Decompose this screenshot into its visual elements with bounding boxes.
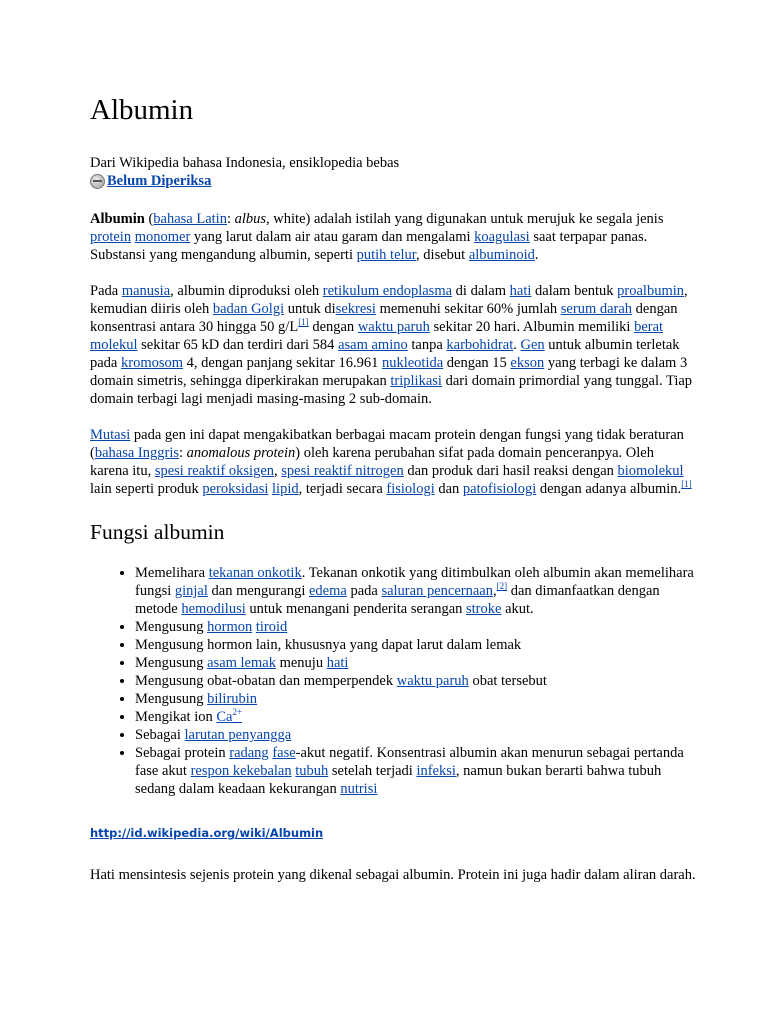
source-url-link[interactable]: http://id.wikipedia.org/wiki/Albumin bbox=[90, 826, 324, 840]
link-tiroid[interactable]: tiroid bbox=[255, 619, 288, 635]
link-albuminoid[interactable]: albuminoid bbox=[468, 247, 535, 263]
review-status-icon bbox=[90, 174, 105, 189]
link-proalbumin[interactable]: proalbumin bbox=[617, 283, 685, 299]
link-sekresi[interactable]: sekresi bbox=[335, 301, 376, 317]
link-stroke[interactable]: stroke bbox=[466, 601, 502, 617]
link-waktu-paruh[interactable]: waktu paruh bbox=[357, 319, 430, 335]
link-hormon[interactable]: hormon bbox=[207, 619, 253, 635]
function-list bbox=[90, 564, 696, 798]
link-calcium[interactable]: $Ca^{2+}$ bbox=[216, 707, 243, 725]
link-edema[interactable]: edema bbox=[308, 583, 347, 599]
reference-link-1b[interactable]: [1] bbox=[681, 479, 692, 490]
reference-link-1[interactable]: [1] bbox=[298, 317, 309, 328]
link-asam-lemak[interactable]: asam lemak bbox=[207, 655, 276, 671]
link-ekson[interactable]: ekson bbox=[510, 355, 545, 371]
link-nukleotida[interactable]: nukleotida bbox=[381, 355, 444, 371]
page-subtitle: Dari Wikipedia bahasa Indonesia, ensiklopedia bebas bbox=[90, 155, 400, 171]
production-paragraph: Pada manusia, albumin diproduksi oleh retikulum endoplasma di dalam hati dalam bentuk proalbumin, kemudian diiris oleh badan Golgi untuk disekresi memenuhi sekitar 60% jumlah serum darah dengan konsentrasi antara 30 hingga 50 g/L[1] dengan waktu paruh sekitar 20 hari. Albumin memiliki berat molekul sekitar 65 kD dan terdiri dari 584 asam amino tanpa karbohidrat. Gen untuk albumin terletak pada kromosom 4, dengan panjang sekitar 16.961 nukleotida dengan 15 ekson yang terbagi ke dalam 3 domain simetris, sehingga diperkirakan merupakan triplikasi dari domain primordial yang tunggal. Tiap domain terbagi lagi menjadi masing-masing 2 sub-domain. bbox=[90, 283, 693, 407]
link-tekanan-onkotik[interactable]: tekanan onkotik bbox=[208, 565, 302, 581]
link-serum-darah[interactable]: serum darah bbox=[560, 301, 633, 317]
link-nutrisi[interactable]: nutrisi bbox=[340, 781, 378, 797]
link-fisiologi[interactable]: fisiologi bbox=[386, 481, 435, 497]
list-item: • Sebagai larutan penyangga bbox=[135, 726, 696, 744]
link-gen[interactable]: Gen bbox=[520, 337, 545, 353]
list-item: • Memelihara tekanan onkotik. Tekanan onkotik yang ditimbulkan oleh albumin akan memelihara fungsi ginjal dan mengurangi edema pada saluran pencernaan,[2] dan dimanfaatkan dengan metode hemodilusi untuk menangani penderita serangan stroke akut. bbox=[135, 564, 696, 618]
link-retikulum-endoplasma[interactable]: retikulum endoplasma bbox=[322, 283, 453, 299]
review-status-link[interactable]: Belum Diperiksa bbox=[107, 173, 212, 189]
page-title: Albumin bbox=[90, 94, 194, 126]
link-waktu-paruh-2[interactable]: waktu paruh bbox=[396, 673, 469, 689]
list-item: • Mengikat ion $Ca^{2+}$ bbox=[135, 708, 696, 726]
link-bahasa-inggris[interactable]: bahasa Inggris bbox=[94, 445, 179, 461]
link-lipid[interactable]: lipid bbox=[272, 481, 299, 497]
link-hemodilusi[interactable]: hemodilusi bbox=[181, 601, 246, 617]
link-triplikasi[interactable]: triplikasi bbox=[390, 373, 442, 389]
mutation-paragraph: Mutasi pada gen ini dapat mengakibatkan berbagai macam protein dengan fungsi yang tidak beraturan (bahasa Inggris: anomalous protein) oleh karena perubahan sifat pada domain penceranpya. Oleh karena itu, spesi reaktif oksigen, spesi reaktif nitrogen dan produk dari hasil reaksi dengan biomolekul lain seperti produk peroksidasi lipid, terjadi secara fisiologi dan patofisiologi dengan adanya albumin.[1] bbox=[90, 427, 692, 497]
term-albumin: Albumin bbox=[90, 211, 145, 227]
link-spesi-reaktif-nitrogen[interactable]: spesi reaktif nitrogen bbox=[281, 463, 404, 479]
link-koagulasi[interactable]: koagulasi bbox=[474, 229, 530, 245]
link-ginjal[interactable]: ginjal bbox=[174, 583, 208, 599]
reference-link-2[interactable]: [2] bbox=[496, 581, 508, 592]
link-protein[interactable]: protein bbox=[90, 229, 132, 245]
link-peroksidasi[interactable]: peroksidasi bbox=[202, 481, 269, 497]
closing-paragraph: Hati mensintesis sejenis protein yang dikenal sebagai albumin. Protein ini juga hadir dalam aliran darah. bbox=[90, 867, 696, 883]
list-item: • Mengusung asam lemak menuju hati bbox=[135, 654, 696, 672]
link-larutan-penyangga[interactable]: larutan penyangga bbox=[184, 727, 292, 743]
link-hati[interactable]: hati bbox=[509, 283, 532, 299]
list-item: • Mengusung obat-obatan dan memperpendek waktu paruh obat tersebut bbox=[135, 672, 696, 690]
link-mutasi[interactable]: Mutasi bbox=[90, 427, 131, 443]
intro-paragraph: Albumin (bahasa Latin: albus, white) adalah istilah yang digunakan untuk merujuk ke segala jenis protein monomer yang larut dalam air atau garam dan mengalami koagulasi saat terpapar panas. Substansi yang mengandung albumin, seperti putih telur, disebut albuminoid. bbox=[90, 211, 664, 263]
link-kromosom[interactable]: kromosom bbox=[121, 355, 184, 371]
link-karbohidrat[interactable]: karbohidrat bbox=[446, 337, 514, 353]
link-tubuh[interactable]: tubuh bbox=[295, 763, 329, 779]
review-status bbox=[90, 172, 696, 190]
list-item: • Mengusung bilirubin bbox=[135, 690, 696, 708]
list-item: • Mengusung hormon lain, khususnya yang dapat larut dalam lemak bbox=[135, 636, 696, 654]
link-berat-molekul[interactable]: berat molekul bbox=[90, 319, 664, 353]
link-hati-2[interactable]: hati bbox=[326, 655, 349, 671]
link-putih-telur[interactable]: putih telur bbox=[356, 247, 417, 263]
link-fase[interactable]: fase bbox=[272, 745, 296, 761]
link-saluran-pencernaan[interactable]: saluran pencernaan bbox=[381, 583, 493, 599]
link-manusia[interactable]: manusia bbox=[121, 283, 171, 299]
list-item: • Sebagai protein radang fase-akut negatif. Konsentrasi albumin akan menurun sebagai pertanda fase akut respon kekebalan tubuh setelah terjadi infeksi, namun bukan berarti bahwa tubuh sedang dalam keadaan kekurangan nutrisi bbox=[135, 744, 696, 798]
link-biomolekul[interactable]: biomolekul bbox=[617, 463, 684, 479]
link-monomer[interactable]: monomer bbox=[134, 229, 191, 245]
link-bilirubin[interactable]: bilirubin bbox=[207, 691, 258, 707]
list-item: • Mengusung hormon tiroid bbox=[135, 618, 696, 636]
link-patofisiologi[interactable]: patofisiologi bbox=[462, 481, 537, 497]
section-heading: Fungsi albumin bbox=[90, 520, 225, 544]
link-spesi-reaktif-oksigen[interactable]: spesi reaktif oksigen bbox=[154, 463, 275, 479]
link-asam-amino[interactable]: asam amino bbox=[338, 337, 408, 353]
link-bahasa-latin[interactable]: bahasa Latin bbox=[153, 211, 227, 227]
link-radang[interactable]: radang bbox=[229, 745, 269, 761]
link-badan-golgi[interactable]: badan Golgi bbox=[212, 301, 285, 317]
link-respon-kekebalan[interactable]: respon kekebalan bbox=[190, 763, 292, 779]
link-infeksi[interactable]: infeksi bbox=[416, 763, 456, 779]
